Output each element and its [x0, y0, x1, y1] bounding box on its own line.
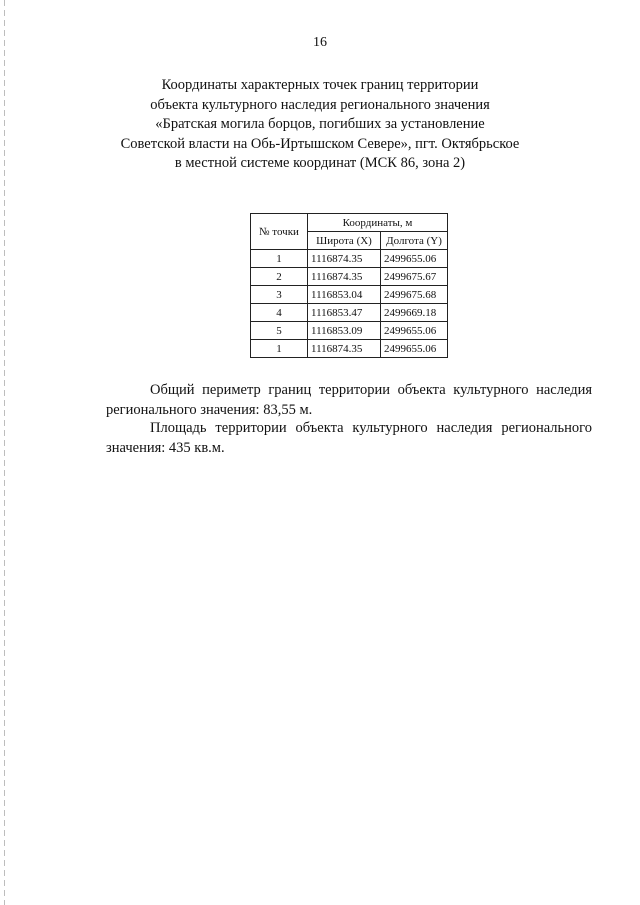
- point-number: 2: [251, 268, 308, 286]
- table-row: [251, 304, 448, 322]
- point-number: 3: [251, 286, 308, 304]
- perimeter-text-line1: Общий периметр границ территории объекта культурного наследия: [150, 382, 592, 398]
- page-number: 16: [313, 35, 327, 50]
- latitude-value: 1116874.35: [308, 340, 381, 358]
- table-header-row: [251, 214, 448, 232]
- scan-edge-divider: [4, 0, 5, 905]
- table-row: [251, 286, 448, 304]
- table-row: [251, 268, 448, 286]
- latitude-value: 1116853.09: [308, 322, 381, 340]
- table-row: [251, 250, 448, 268]
- point-number: 1: [251, 340, 308, 358]
- longitude-value: 2499655.06: [381, 322, 448, 340]
- longitude-value: 2499675.67: [381, 268, 448, 286]
- title-line: в местной системе координат (МСК 86, зона 2): [174, 155, 466, 171]
- latitude-value: 1116853.47: [308, 304, 381, 322]
- header-longitude: Долгота (Y): [381, 232, 448, 250]
- header-latitude: Широта (X): [308, 232, 381, 250]
- latitude-value: 1116874.35: [308, 268, 381, 286]
- coordinates-table: [250, 213, 448, 358]
- paragraph-line: [106, 418, 592, 438]
- header-coordinates: Координаты, м: [308, 214, 448, 232]
- longitude-value: 2499655.06: [381, 250, 448, 268]
- point-number: 1: [251, 250, 308, 268]
- paragraph-line: [106, 380, 592, 400]
- title-line: объекта культурного наследия регионального значения: [150, 96, 490, 113]
- perimeter-paragraph: [106, 380, 592, 420]
- table-row: [251, 340, 448, 358]
- point-number: 5: [251, 322, 308, 340]
- title-line: Советской власти на Обь-Иртышском Севере», пгт. Октябрьское: [120, 135, 520, 152]
- area-text-line1: Площадь территории объекта культурного наследия регионального: [150, 420, 592, 436]
- header-point: № точки: [251, 214, 308, 250]
- point-number: 4: [251, 304, 308, 322]
- longitude-value: 2499669.18: [381, 304, 448, 322]
- longitude-value: 2499655.06: [381, 340, 448, 358]
- table-row: [251, 322, 448, 340]
- area-paragraph: [106, 418, 592, 458]
- title-line: «Братская могила борцов, погибших за установление: [155, 116, 485, 132]
- latitude-value: 1116874.35: [308, 250, 381, 268]
- title-line: Координаты характерных точек границ территории: [161, 77, 479, 93]
- latitude-value: 1116853.04: [308, 286, 381, 304]
- perimeter-text-line2: регионального значения: 83,55 м.: [106, 402, 313, 418]
- area-text-line2: значения: 435 кв.м.: [106, 440, 225, 456]
- longitude-value: 2499675.68: [381, 286, 448, 304]
- document-title: [100, 76, 540, 174]
